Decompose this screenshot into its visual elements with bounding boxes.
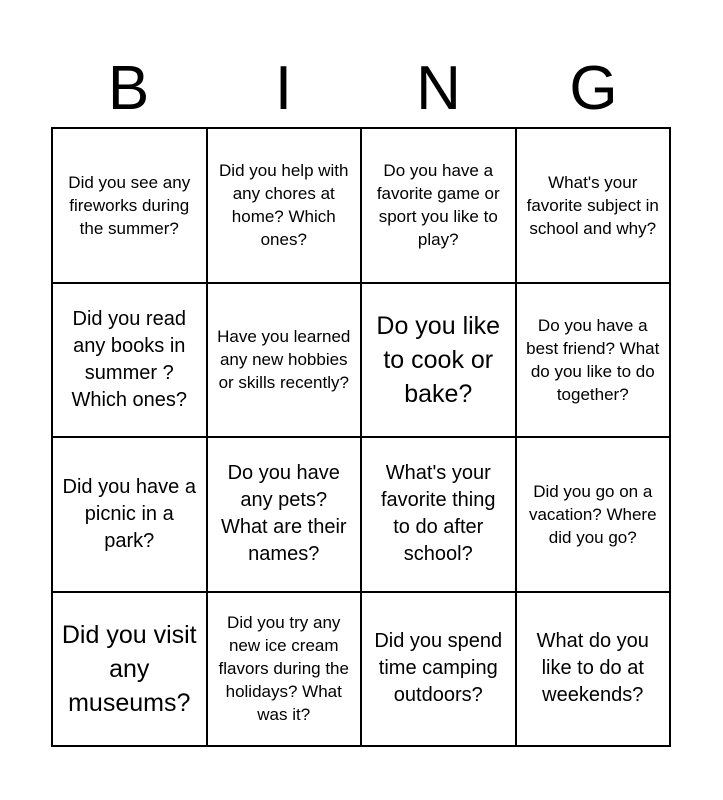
- bingo-cell: [208, 438, 363, 593]
- bingo-cell: [208, 284, 363, 439]
- cell-text: Did you go on a vacation? Where did you go?: [528, 481, 657, 547]
- bingo-cell: [53, 129, 208, 284]
- header-letter-g: G: [569, 54, 618, 123]
- header-letter-n: N: [416, 54, 461, 123]
- cell-text: Have you learned any new hobbies or skills recently?: [217, 327, 351, 393]
- bingo-cell: [517, 129, 672, 284]
- cell-text: What do you like to do at weekends?: [536, 630, 649, 707]
- cell-text: Do you have a best friend? What do you like to do together?: [526, 315, 660, 404]
- bingo-cell: [517, 438, 672, 593]
- bingo-cell: [53, 284, 208, 439]
- bingo-grid: [51, 127, 671, 747]
- cell-text: Did you spend time camping outdoors?: [374, 630, 503, 707]
- cell-text: Did you visit any museums?: [61, 620, 197, 717]
- bingo-cell: [208, 593, 363, 748]
- bingo-cell: [208, 129, 363, 284]
- cell-text: Did you have a picnic in a park?: [62, 475, 196, 552]
- bingo-cell: [517, 593, 672, 748]
- bingo-cell: [362, 438, 517, 593]
- bingo-header: [51, 50, 671, 128]
- cell-text: What's your favorite subject in school and why?: [526, 172, 659, 238]
- bingo-cell: [53, 438, 208, 593]
- bingo-cell: [517, 284, 672, 439]
- cell-text: Do you like to cook or bake?: [376, 311, 501, 408]
- cell-text: Do you have any pets? What are their names?: [220, 462, 347, 566]
- bingo-cell: [362, 284, 517, 439]
- cell-text: Do you have a favorite game or sport you like to play?: [376, 161, 500, 250]
- header-letter-b: B: [107, 54, 150, 123]
- cell-text: Did you help with any chores at home? Which ones?: [219, 161, 349, 250]
- bingo-cell: [362, 129, 517, 284]
- header-letter-i: I: [274, 54, 293, 123]
- cell-text: Did you read any books in summer ? Which ones?: [71, 307, 188, 411]
- bingo-cell: [53, 593, 208, 748]
- bingo-cell: [362, 593, 517, 748]
- cell-text: Did you try any new ice cream flavors during the holidays? What was it?: [218, 613, 349, 725]
- cell-text: What's your favorite thing to do after school?: [380, 462, 496, 566]
- cell-text: Did you see any fireworks during the summer?: [68, 172, 191, 238]
